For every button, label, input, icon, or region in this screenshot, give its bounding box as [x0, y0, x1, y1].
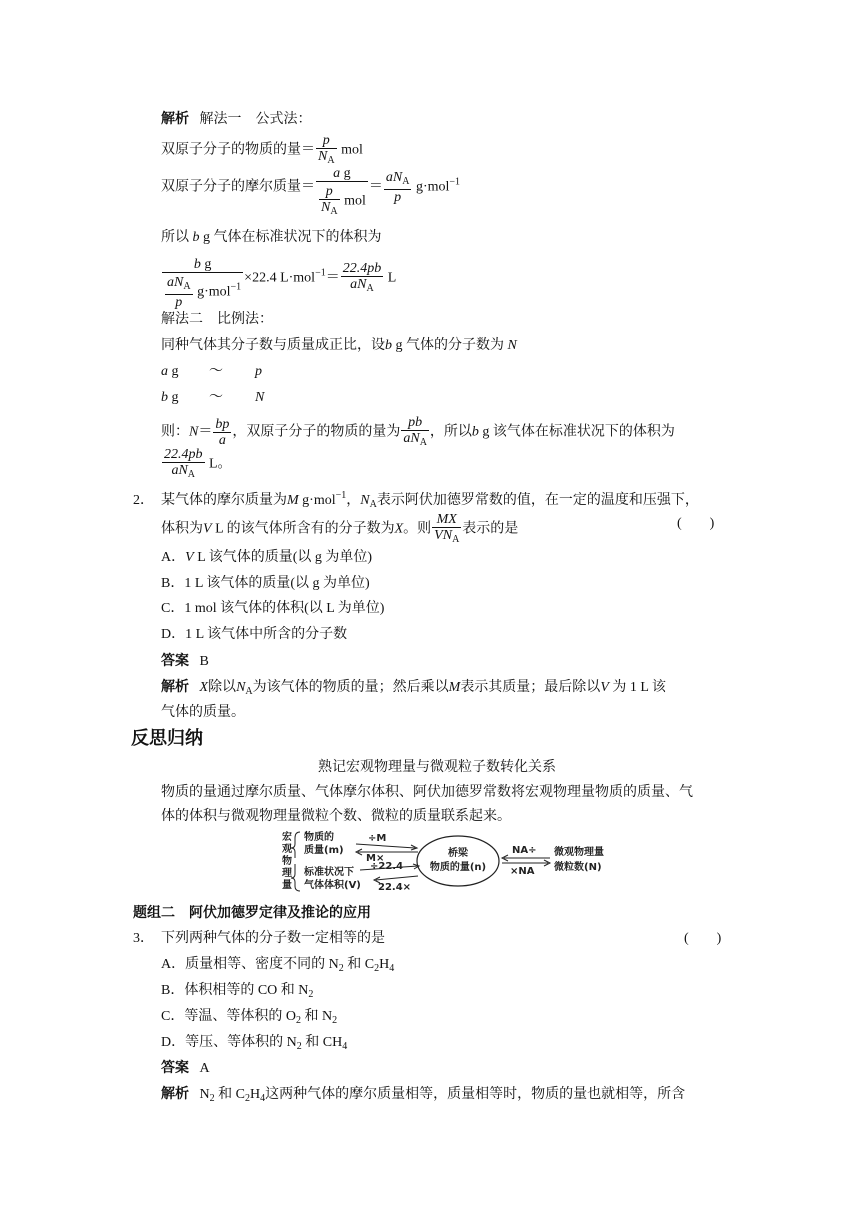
q2-option-c[interactable]: C．1 mol 该气体的体积(以 L 为单位): [161, 601, 385, 616]
method1-title: 解法一 公式法：: [199, 112, 312, 127]
fraction: [401, 415, 429, 450]
brace-top: [291, 832, 300, 858]
text: 双原子分子的物质的量＝: [161, 142, 315, 158]
fraction: [316, 133, 337, 168]
explanation-label: 解析: [161, 680, 189, 695]
conversion-diagram: [280, 828, 616, 894]
q3-answer-bracket: ( ): [684, 931, 722, 946]
text: A．质量相等、密度不同的 N: [161, 957, 339, 972]
subscript: 4: [389, 963, 395, 974]
var-a: a: [161, 364, 168, 379]
paragraph-line-1: 物质的量通过摩尔质量、气体摩尔体积、阿伏加德罗常数将宏观物理量物质的质量、气: [161, 785, 693, 800]
subscript: A: [327, 155, 335, 166]
arrow-label-div-m: ÷M: [368, 833, 387, 844]
bridge-label-2: 物质的量(n): [429, 862, 487, 873]
arrow-right-mass: [356, 844, 415, 848]
superscript: −1: [315, 267, 326, 279]
subscript: A: [330, 206, 338, 217]
subscript: 2: [332, 1015, 338, 1026]
unit: g: [171, 390, 179, 405]
subscript: 2: [244, 1093, 250, 1104]
q2-option-b[interactable]: B．1 L 该气体的质量(以 g 为单位): [161, 576, 370, 591]
text: 所以: [161, 230, 189, 245]
bridge-ellipse: [417, 836, 499, 886]
denominator: N: [318, 149, 328, 164]
q2-option-d[interactable]: D．1 L 该气体中所含的分子数: [161, 627, 348, 642]
text: ，: [346, 493, 361, 508]
micro-label-2: 微粒数(N): [554, 862, 602, 873]
option-text: L 该气体的质量(以 g 为单位): [197, 550, 373, 565]
numerator: aN: [385, 170, 403, 185]
unit: g: [171, 364, 179, 379]
brace-bottom: [291, 864, 300, 891]
subscript: 2: [209, 1093, 215, 1104]
section-heading: 反思归纳: [131, 728, 203, 749]
arrow-label-mul-224: 22.4×: [378, 882, 412, 893]
var-n: N: [189, 424, 199, 440]
var-p: p: [255, 364, 262, 379]
text: ×22.4 L·mol: [244, 270, 316, 286]
text: H: [379, 957, 390, 972]
text: g 气体的分子数为: [395, 338, 504, 353]
superscript: −1: [335, 490, 347, 501]
numerator: bp: [215, 417, 230, 432]
equals: ＝: [198, 424, 213, 440]
q3-option-b[interactable]: [161, 982, 313, 1004]
superscript: −1: [449, 176, 461, 188]
var-b: b: [161, 390, 168, 405]
q2-answer-bracket: ( ): [677, 516, 715, 531]
subscript: 2: [338, 963, 344, 974]
tilde: ～: [209, 390, 223, 405]
q2-stem-line-1: [133, 487, 699, 514]
q3-option-c[interactable]: [161, 1008, 337, 1030]
unit: L。: [209, 456, 232, 472]
subscript: 2: [296, 1041, 302, 1052]
text: 。则: [403, 521, 432, 537]
q2-stem-line-2: [161, 512, 518, 547]
text: 体积为: [161, 521, 203, 537]
unit: g·mol: [302, 493, 336, 508]
side-char: 理: [282, 868, 292, 879]
text: D．等压、等体积的 N: [161, 1035, 297, 1050]
q3-option-d[interactable]: [161, 1034, 347, 1056]
numerator: p: [319, 184, 340, 200]
ratio-row-2: [161, 389, 265, 407]
var-v: V: [600, 680, 609, 695]
subscript: 2: [308, 989, 314, 1000]
text-line-3: [161, 229, 382, 247]
q2-explanation-line-2: 气体的质量。: [161, 705, 245, 720]
var-m: M: [448, 680, 461, 695]
question-number: 3．: [133, 931, 154, 946]
question-number: 2．: [133, 493, 154, 508]
var-v: V: [203, 521, 212, 537]
method2-title: 解法二 比例法：: [161, 312, 273, 327]
q2-explanation-line-1: [161, 679, 666, 701]
subscript: A: [419, 437, 427, 448]
fraction: [432, 512, 461, 547]
subscript: A: [402, 176, 410, 187]
volume-label-2: 气体体积(V): [304, 880, 361, 891]
volume-label-1: 标准状况下: [304, 867, 354, 878]
solution-label: 解析: [161, 112, 189, 127]
formula-line-2: [161, 166, 460, 219]
denominator: aN: [350, 277, 367, 292]
text: ，所以: [429, 424, 472, 440]
q3-stem: [133, 930, 385, 948]
text: 和 N: [304, 1009, 333, 1024]
answer-label: 答案: [161, 1061, 189, 1076]
arrow-label-mul-na: ×NA: [510, 866, 535, 877]
q3-answer: [161, 1060, 210, 1078]
var-na: N: [360, 493, 370, 508]
tilde: ～: [209, 364, 223, 379]
q3-explanation: [161, 1086, 685, 1108]
text: B．体积相等的 CO 和 N: [161, 983, 309, 998]
subscript: A: [369, 499, 377, 510]
mass-label-2: 质量(m): [304, 845, 344, 856]
unit: mol: [344, 193, 366, 209]
text: 则：: [161, 424, 189, 440]
mass-label-1: 物质的: [304, 832, 334, 843]
numerator: pb: [401, 415, 429, 431]
arrow-label-mul-m: M×: [366, 853, 385, 864]
text: H: [249, 1087, 261, 1102]
denominator: aN: [171, 463, 188, 478]
text: g 该气体在标准状况下的体积为: [482, 424, 675, 440]
unit: L: [387, 270, 397, 286]
numerator: p: [316, 133, 337, 149]
var-n: N: [255, 390, 265, 405]
text: 同种气体其分子数与质量成正比，设: [161, 338, 385, 353]
unit: g·mol: [197, 284, 231, 300]
side-char: 物: [282, 856, 292, 867]
formula-line-4: [161, 257, 396, 310]
compound-fraction: b g $\frac{aN_A}{p}$ g·mol$^{-1}$: [162, 257, 243, 310]
text: g 气体在标准状况下的体积为: [203, 230, 382, 245]
unit: mol: [341, 142, 363, 158]
q2-option-a[interactable]: [161, 549, 372, 567]
text: 除以: [208, 680, 237, 695]
numerator: 22.4pb: [342, 261, 382, 276]
text: L 的该气体所含有的分子数为: [215, 521, 395, 537]
var-v: V: [185, 550, 194, 565]
superscript: −1: [230, 281, 242, 293]
text: 某气体的摩尔质量为: [161, 493, 287, 508]
text: 和 C: [218, 1087, 245, 1102]
text: 表示其质量；最后除以: [460, 680, 601, 695]
numerator: aN: [167, 275, 184, 290]
text: 和 C: [347, 957, 375, 972]
arrow-label-na-div: NA÷: [512, 845, 537, 856]
text: N: [199, 1087, 210, 1102]
formula-line-1: [161, 133, 363, 168]
denominator: VN: [434, 528, 453, 543]
fraction: [213, 417, 231, 448]
var-x: X: [394, 521, 404, 537]
side-char: 观: [282, 844, 292, 855]
subscript: A: [183, 281, 191, 292]
section-subtitle: 熟记宏观物理量与微观粒子数转化关系: [318, 760, 556, 775]
text: C．等温、等体积的 O: [161, 1009, 296, 1024]
answer-value: B: [199, 654, 209, 669]
denominator: N: [321, 200, 331, 215]
var-b: b: [385, 338, 392, 353]
subscript: A: [187, 469, 196, 480]
paragraph-line-2: 体的体积与微观物理量微粒个数、微粒的质量联系起来。: [161, 809, 511, 824]
q3-option-a[interactable]: [161, 956, 394, 978]
side-char: 宏: [282, 832, 292, 843]
denominator: a: [218, 433, 226, 448]
fraction: [384, 170, 412, 205]
subscript: 4: [342, 1041, 348, 1052]
subscript: 4: [260, 1093, 266, 1104]
formula-line-6: [161, 415, 675, 450]
text: 和 CH: [305, 1035, 343, 1050]
answer-label: 答案: [161, 654, 189, 669]
var-b: b: [471, 424, 479, 440]
var-m: M: [287, 493, 299, 508]
var-b: b: [192, 230, 200, 245]
inner-fraction: [165, 275, 193, 310]
side-char: 量: [282, 880, 292, 891]
text: 下列两种气体的分子数一定相等的是: [161, 931, 385, 946]
micro-label-1: 微观物理量: [554, 847, 604, 858]
text: 表示的是: [462, 521, 519, 537]
denominator: p: [394, 190, 402, 205]
bridge-label-1: 桥梁: [448, 848, 468, 859]
var-x: X: [199, 680, 209, 695]
explanation-label: 解析: [161, 1087, 189, 1102]
denominator: aN: [403, 431, 420, 446]
text: 这两种气体的摩尔质量相等，质量相等时，物质的量也就相等，所含: [265, 1087, 686, 1102]
option-label: A．: [161, 550, 186, 565]
equals: ＝: [368, 179, 383, 195]
subscript: A: [452, 534, 460, 545]
subscript: A: [245, 686, 253, 697]
var-n: N: [507, 338, 517, 353]
text: 双原子分子的摩尔质量＝: [161, 179, 315, 195]
fraction: [341, 261, 384, 296]
group-title: 题组二 阿伏加德罗定律及推论的应用: [133, 905, 371, 921]
fraction: [162, 447, 205, 482]
unit: g·mol: [415, 179, 450, 195]
solution-line-header: [161, 111, 312, 129]
answer-value: A: [199, 1061, 210, 1076]
subscript: 2: [374, 963, 380, 974]
text: 为 1 L 该: [612, 680, 666, 695]
text: 表示阿伏加德罗常数的值，在一定的温度和压强下，: [376, 493, 699, 508]
subscript: A: [366, 283, 374, 294]
formula-line-7: [161, 447, 232, 482]
q2-answer: [161, 653, 209, 671]
text-line-5: [161, 337, 517, 355]
text: 为该气体的物质的量；然后乘以: [252, 680, 449, 695]
denominator: p: [175, 295, 183, 310]
var-na: N: [236, 680, 246, 695]
subscript: 2: [295, 1015, 301, 1026]
numerator: MX: [432, 512, 461, 528]
numerator: 22.4pb: [164, 447, 203, 462]
arrow-left-volume: [376, 876, 418, 880]
arrow-label-div-224: ÷22.4: [370, 861, 404, 872]
ratio-row-1: [161, 363, 262, 381]
equals: ＝: [325, 270, 340, 286]
text: ，双原子分子的物质的量为: [232, 424, 401, 440]
compound-fraction: a g $\frac{p}{N_A}$ mol: [316, 166, 368, 219]
inner-fraction: [319, 184, 340, 219]
